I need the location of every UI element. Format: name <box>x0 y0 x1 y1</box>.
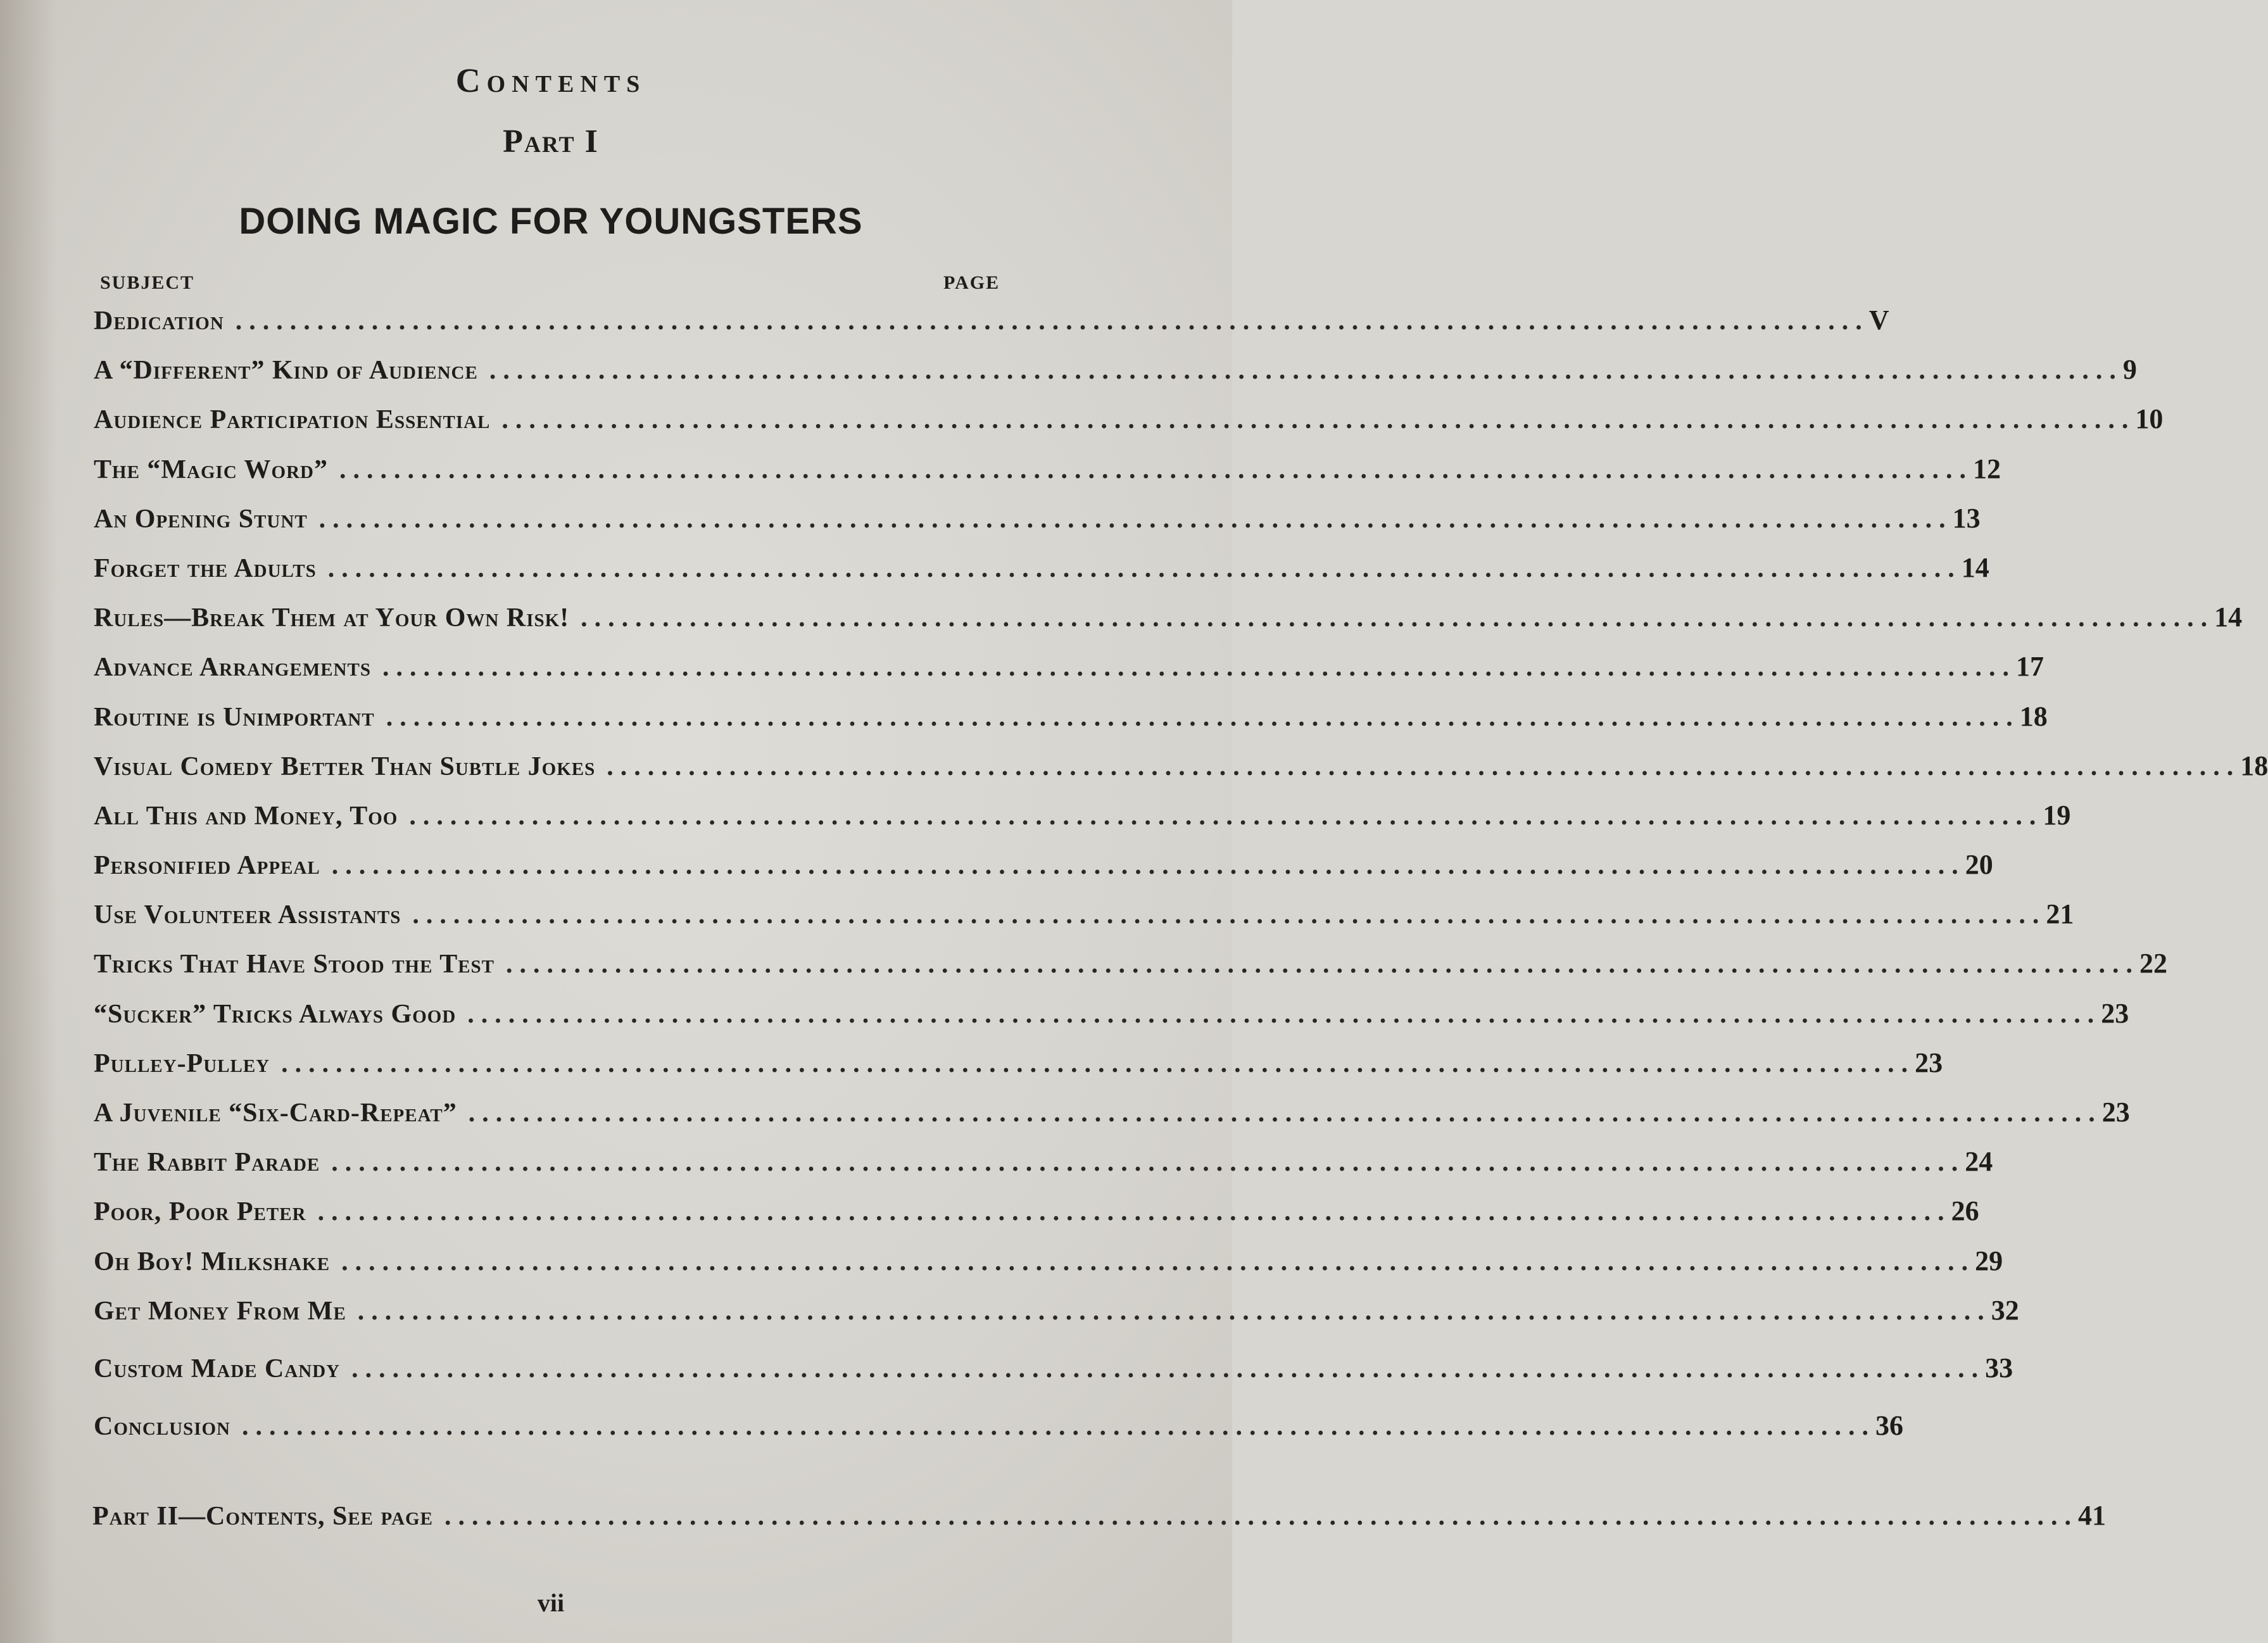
leader-dots: ........................................................................................................................ <box>351 1354 1986 1383</box>
toc-entry-page: 36 <box>1875 1409 1903 1441</box>
leader-dots: ........................................................................................................................ <box>327 553 1962 583</box>
leader-dots: ........................................................................................................................ <box>409 801 2043 831</box>
toc-entry-page: 17 <box>2015 651 2044 683</box>
leader-dots: ........................................................................................................................ <box>444 1502 2078 1531</box>
toc-entry-page: V <box>1868 305 1889 336</box>
toc-entry-title: All This and Money, Too <box>94 801 398 831</box>
toc-entry-title: Dedication <box>94 306 224 336</box>
leader-dots: ........................................................................................................................ <box>489 356 2123 386</box>
toc-entry-page: 20 <box>1965 849 1993 881</box>
toc-entry-title: The Rabbit Parade <box>94 1148 320 1178</box>
leader-dots: ........................................................................................................................ <box>357 1296 1991 1326</box>
toc-entry <box>94 750 2268 799</box>
toc-entry-page: 29 <box>1975 1245 2003 1276</box>
leader-dots: ........................................................................................................................ <box>382 653 2016 683</box>
leader-dots: ........................................................................................................................ <box>241 1411 1875 1441</box>
toc-entry <box>94 898 2074 947</box>
toc-entry <box>94 353 2137 403</box>
toc-entry <box>94 1047 1943 1096</box>
toc-entry <box>94 1352 2013 1409</box>
toc-entry-title: Pulley-Pulley <box>94 1048 270 1078</box>
toc-entry <box>94 1245 2003 1294</box>
toc-entry <box>94 1409 1903 1467</box>
toc-entry-title: A Juvenile “Six-Card-Repeat” <box>94 1098 457 1128</box>
section-title: DOING MAGIC FOR YOUNGSTERS <box>239 201 863 242</box>
toc-entry-page: 18 <box>2240 750 2268 781</box>
toc-entry-page: 26 <box>1951 1195 1979 1227</box>
toc-entry-page: 14 <box>2214 601 2243 633</box>
leader-dots: ........................................................................................................................ <box>331 851 1965 881</box>
toc-entry <box>92 1499 2106 1549</box>
toc-entry <box>94 799 2071 848</box>
toc-entry <box>94 304 1889 353</box>
leader-dots: ........................................................................................................................ <box>581 603 2215 633</box>
toc-entry-page: 23 <box>1915 1047 1943 1078</box>
toc-entry <box>94 601 2243 650</box>
toc-entry-title: Custom Made Candy <box>94 1354 341 1383</box>
part-title: Part I <box>503 123 599 160</box>
toc-entry-title: Audience Participation Essential <box>94 405 491 435</box>
toc-entry <box>94 502 1981 551</box>
leader-dots: ........................................................................................................................ <box>501 405 2136 435</box>
toc-entry-page: 23 <box>2101 1097 2130 1128</box>
toc-entry <box>94 947 2168 997</box>
leader-dots: ........................................................................................................................ <box>341 1247 1975 1276</box>
part-two-title: Part II—Contents, See page <box>92 1502 433 1531</box>
leader-dots: ........................................................................................................................ <box>235 306 1869 336</box>
subject-column-header: SUBJECT <box>100 272 195 293</box>
toc-entry <box>94 1096 2130 1145</box>
toc-entry-title: Conclusion <box>94 1411 230 1441</box>
toc-entry-page: 13 <box>1952 502 1981 534</box>
toc-entry-title: An Opening Stunt <box>94 504 308 534</box>
leader-dots: ........................................................................................................................ <box>467 999 2101 1029</box>
toc-entry <box>94 551 1989 601</box>
toc-entry-title: Advance Arrangements <box>94 653 371 683</box>
leader-dots: ........................................................................................................................ <box>339 455 1973 484</box>
toc-entry-title: Routine is Unimportant <box>94 702 375 732</box>
toc-entry <box>94 1145 1993 1195</box>
page-number: vii <box>537 1589 565 1617</box>
toc-entry-title: “Sucker” Tricks Always Good <box>94 999 457 1029</box>
toc-entry-page: 12 <box>1972 453 2001 484</box>
leader-dots: ........................................................................................................................ <box>281 1048 1915 1078</box>
toc-entry <box>94 403 2164 452</box>
toc-entry-page: 10 <box>2135 403 2164 435</box>
part-two-page: 41 <box>2077 1500 2106 1531</box>
toc-entry-title: Forget the Adults <box>94 553 317 583</box>
leader-dots: ........................................................................................................................ <box>468 1098 2102 1128</box>
toc-entry-title: The “Magic Word” <box>94 455 328 484</box>
leader-dots: ........................................................................................................................ <box>386 702 2020 732</box>
toc-entry-page: 14 <box>1961 551 1989 583</box>
toc-entry-title: Visual Comedy Better Than Subtle Jokes <box>94 752 596 781</box>
toc-entry-title: Get Money From Me <box>94 1296 346 1326</box>
toc-entry-page: 18 <box>2019 700 2048 732</box>
leader-dots: ........................................................................................................................ <box>317 1197 1951 1227</box>
toc-entry-title: Oh Boy! Milkshake <box>94 1247 331 1276</box>
toc-entry <box>94 650 2044 700</box>
toc-entry-page: 9 <box>2122 354 2137 386</box>
toc-entry <box>94 1294 2019 1352</box>
toc-entry-title: Personified Appeal <box>94 851 320 881</box>
toc-entry-page: 22 <box>2139 948 2168 979</box>
toc-entry-page: 19 <box>2043 799 2071 831</box>
contents-title: Contents <box>455 61 646 99</box>
toc-entry-title: Poor, Poor Peter <box>94 1197 306 1227</box>
leader-dots: ........................................................................................................................ <box>607 752 2241 781</box>
part-two-reference <box>92 1499 2106 1549</box>
toc-entry-title: A “Different” Kind of Audience <box>94 356 478 386</box>
toc-entry-title: Use Volunteer Assistants <box>94 900 401 930</box>
toc-entry-page: 23 <box>2101 997 2129 1029</box>
leader-dots: ........................................................................................................................ <box>412 900 2046 930</box>
toc-list <box>94 304 2268 1467</box>
toc-entry-page: 21 <box>2046 898 2074 930</box>
page-column-header: PAGE <box>943 272 1000 293</box>
toc-entry <box>94 1195 1979 1244</box>
leader-dots: ........................................................................................................................ <box>331 1148 1965 1178</box>
toc-entry-page: 24 <box>1965 1146 1993 1178</box>
toc-entry-page: 32 <box>1991 1294 2019 1326</box>
toc-entry-title: Tricks That Have Stood the Test <box>94 950 495 979</box>
leader-dots: ........................................................................................................................ <box>318 504 1953 534</box>
toc-entry <box>94 997 2129 1047</box>
toc-entry-title: Rules—Break Them at Your Own Risk! <box>94 603 570 633</box>
page-gutter-shadow <box>0 0 57 1643</box>
toc-entry <box>94 848 1993 898</box>
toc-entry <box>94 700 2048 750</box>
toc-entry <box>94 453 2001 502</box>
toc-entry-page: 33 <box>1985 1352 2013 1383</box>
leader-dots: ........................................................................................................................ <box>506 950 2140 979</box>
